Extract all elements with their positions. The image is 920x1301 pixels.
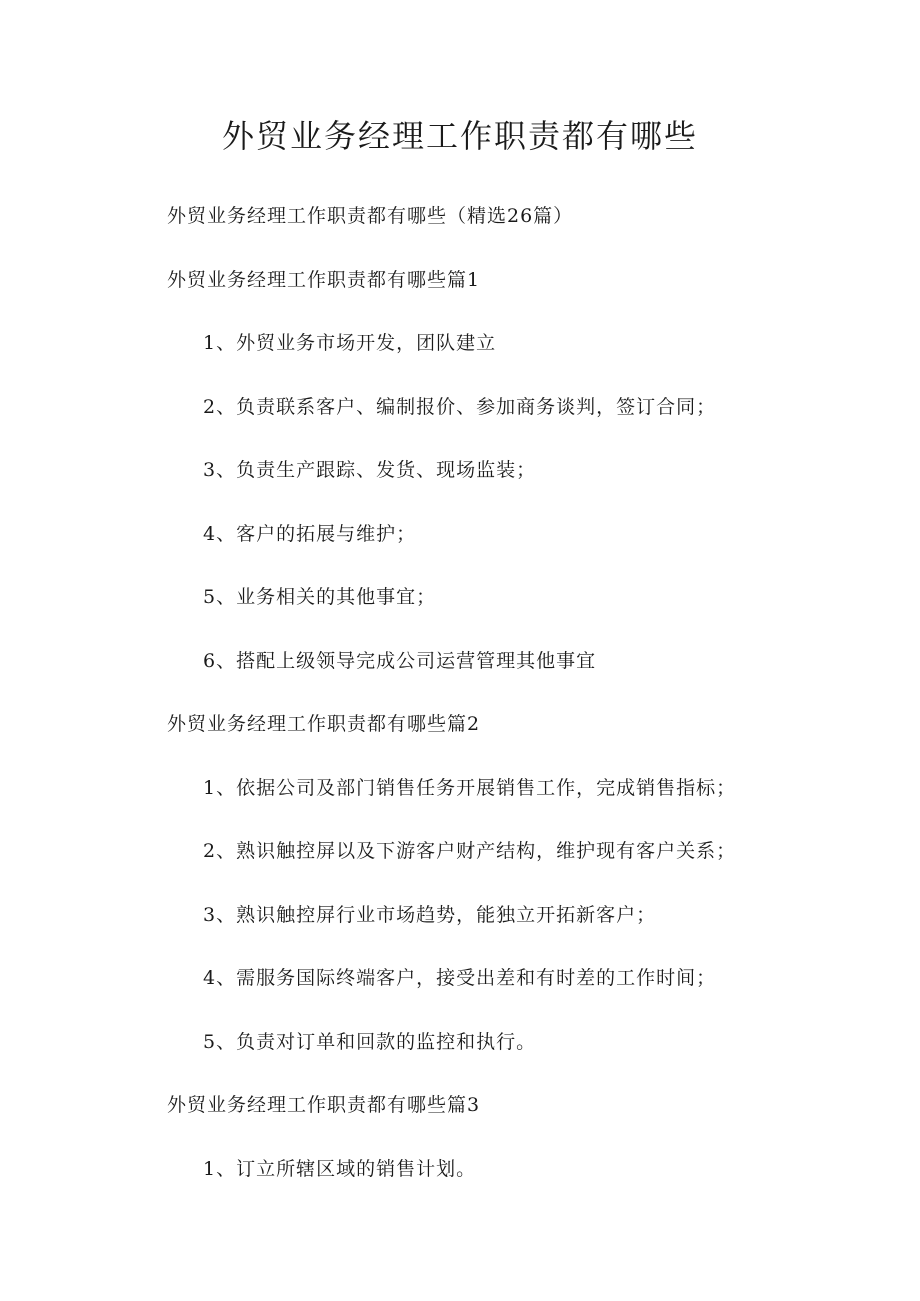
section-heading-1: 外贸业务经理工作职责都有哪些篇1 [167,269,481,291]
list-item: 5、负责对订单和回款的监控和执行。 [203,1031,537,1053]
document-title: 外贸业务经理工作职责都有哪些 [221,117,698,155]
list-item: 3、熟识触控屏行业市场趋势，能独立开拓新客户； [203,904,657,926]
list-item: 2、负责联系客户、编制报价、参加商务谈判，签订合同； [203,396,717,418]
list-item: 1、外贸业务市场开发，团队建立 [203,332,497,354]
section-heading-2: 外贸业务经理工作职责都有哪些篇2 [167,713,481,735]
list-item: 1、订立所辖区域的销售计划。 [203,1158,477,1180]
list-item: 4、客户的拓展与维护； [203,523,417,545]
list-item: 4、需服务国际终端客户，接受出差和有时差的工作时间； [203,967,717,989]
document-subtitle: 外贸业务经理工作职责都有哪些（精选26篇） [167,205,574,227]
list-item: 5、业务相关的其他事宜； [203,586,437,608]
list-item: 6、搭配上级领导完成公司运营管理其他事宜 [203,650,597,672]
section-heading-3: 外贸业务经理工作职责都有哪些篇3 [167,1094,481,1116]
list-item: 3、负责生产跟踪、发货、现场监装； [203,459,537,481]
list-item: 2、熟识触控屏以及下游客户财产结构，维护现有客户关系； [203,840,737,862]
list-item: 1、依据公司及部门销售任务开展销售工作，完成销售指标； [203,777,737,799]
